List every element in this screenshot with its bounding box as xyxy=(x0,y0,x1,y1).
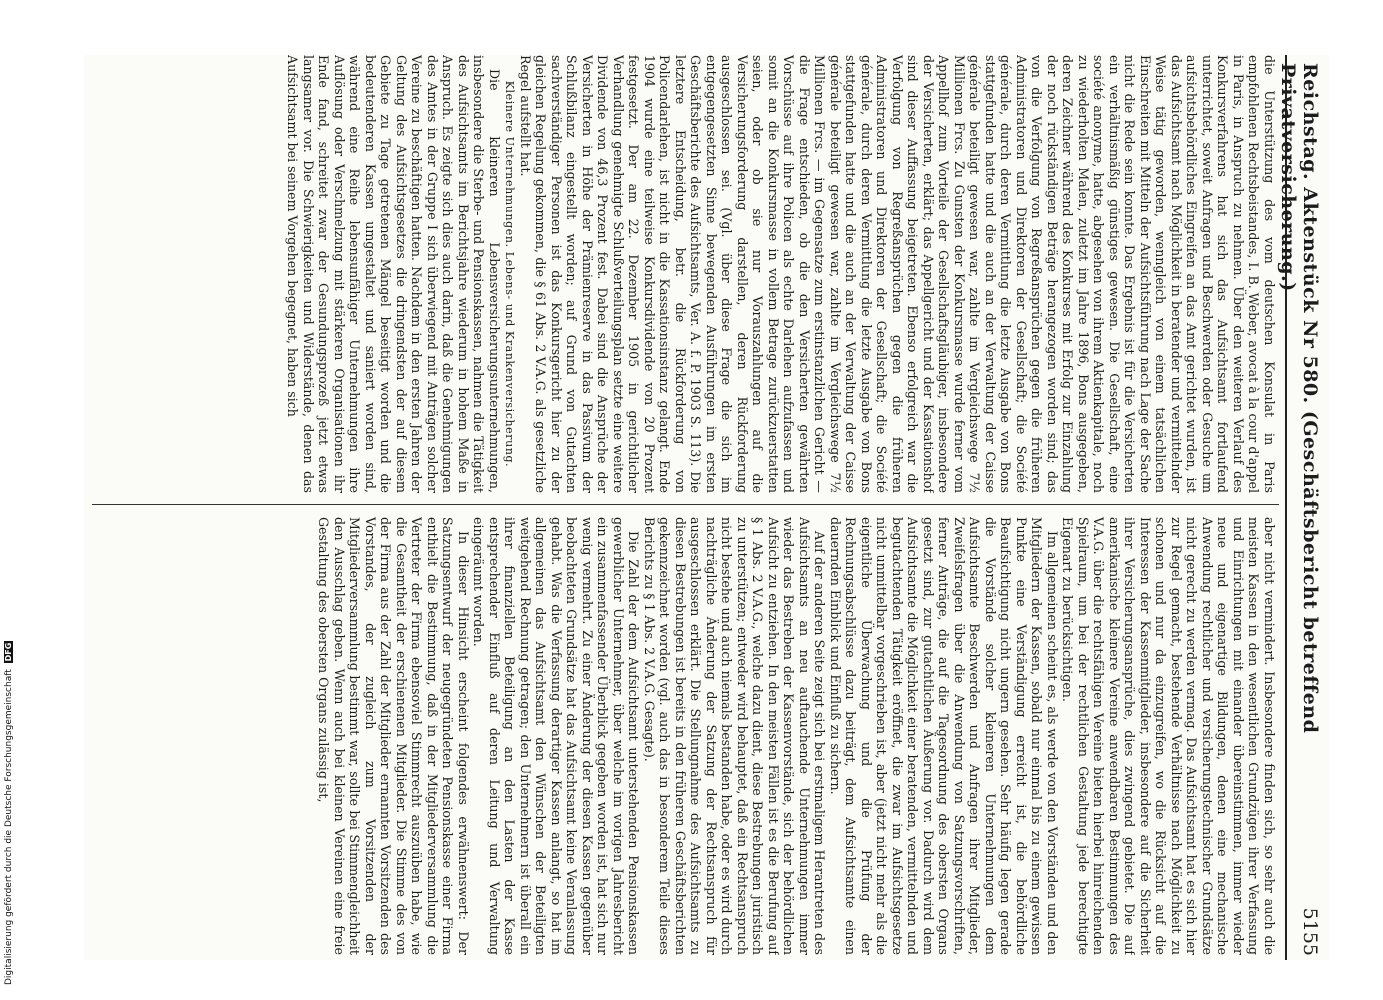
column-divider xyxy=(92,504,1279,505)
document-page xyxy=(84,55,1329,960)
left-column xyxy=(94,55,1277,493)
paragraph: Im allgemeinen scheint es, als werde von den Vorständen und den Mitgliedern der Kassen, sobald nur einmal bis zu einem gewissen Punkte eine Verständigung erreicht ist, die behördliche Beaufsichtigung nicht ungern gesehen. Sehr häufig legen gerade die Vorstände solcher kleineren Unternehmungen dem Aufsichtsamte Beschwerden und Anfragen ihrer Mitglieder, Zweifelsfragen über die Anwendung von Satzungsvorschriften, ferner Anträge, die auf die Tagesordnung des obersten Organs gesetzt sind, zur gutachtlichen Äußerung vor. Dadurch wird dem Aufsichtsamte die Möglichkeit einer beratenden, vermittelnden und begutachtenden Tätigkeit eröffnet, die zwar im Aufsichtsgesetze nicht unmittelbar vorgeschrieben ist, aber (jetzt nicht mehr als die eigentliche Überwachung und die Prüfung der Rechnungsabschlüsse dazu beiträgt, dem Aufsichtsamte einen dauernden Einblick und Einfluß zu sichern. xyxy=(828,517,1060,955)
running-title: Reichstag. Aktenstück Nr 580. (Geschäftsbericht betreffend Privatversicherung.) xyxy=(1277,63,1321,734)
paragraph: Die Zahl der dem Aufsichtsamt unterstehenden Pensionskassen gewerblicher Unternehmer, über welche im vorigen Jahresbericht ein zusammenfassender Überblick gegeben worden ist, hat sich nur wenig vermehrt. Zu einer Änderung der diesen Kassen gegenüber beobachteten Grundsätze hat das Aufsichtsamt keine Veranlassung gehabt. Was die Verfassung derartiger Kassen anlangt, so hat im allgemeinen das Aufsichtsamt den Wünschen der Beteiligten weitgehend Rechnung getragen; den Unternehmern ist überall ein ihrer finanziellen Beteiligung an den Lasten der Kasse entsprechender Einfluß auf deren Leitung und Verwaltung eingeräumt worden. xyxy=(471,517,642,955)
paragraph: die Unterstützung des vom deutschen Konsulat in Paris empfohlenen Rechtsbeistandes, I. B. Weber, avocat à la cour d'appel in Paris, in Anspruch zu nehmen. Über den weiteren Verlauf des Konkursverfahrens hat sich das Aufsichtsamt fortlaufend unterrichtet, soweit Anfragen und Beschwerden oder Gesuche um aufsichtsbehördliches Eingreifen an das Amt gerichtet wurden, ist das Aufsichtsamt nach Möglichkeit in beratender und vermittelnder Weise tätig geworden, wenngleich von einem tatsächlichen Einschreiten mit Mitteln der Aufsichtsführung nach Lage der Sache nicht die Rede sein konnte. Das Ergebnis ist für die Versicherten ein verhältnismäßig günstiges gewesen. Die Gesellschaft, eine société anonyme, hatte, abgesehen von ihrem Aktienkapitale, noch zu wiederholten Malen, zuletzt im Jahre 1896, Bons ausgegeben, deren Zeichner während des Konkurses mit Erfolg zur Einzahlung der noch rückständigen Beträge herangezogen worden sind; das von die Verfolgung von Regreßansprüchen gegen die früheren Administratoren und Direktoren der Gesellschaft; die Société générale, durch deren Vermittlung die letzte Ausgabe von Bons stattgefunden hatte und die auch an der Verwaltung der Caisse générale beteiligt gewesen war, zahlte im Vergleichswege 7½ Millionen Frcs. Zu Gunsten der Konkursmasse wurde ferner vom Appellhof zum Vorteile der Gesellschaftsgläubiger, insbesondere der Versicherten, erklärt; das Appellgericht und der Kassationshof sind dieser Auffassung beigetreten. Ebenso erfolgreich war die Verfolgung von Regreßansprüchen gegen die früheren Administratoren und Direktoren der Gesellschaft; die Société générale, durch deren Vermittlung die letzte Ausgabe von Bons stattgefunden hatte und die auch an der Verwaltung der Caisse générale beteiligt gewesen war, zahlte im Vergleichswege 7½ Millionen Frcs. — im Gegensatze zum erstinstanzlichen Gericht — die Frage entschieden, ob die den Versicherten gewährten Vorschüsse auf ihre Policen als echte Darlehen aufzufassen und somit an die Konkursmasse in vollem Betrage zurückzuerstatten seien, oder ob sie nur Vorauszahlungen auf die Versicherungsforderung darstellen, deren Rückforderung ausgeschlossen sei. (Vgl. über diese Frage die sich im entgegengesetzten Sinne bewegenden Ausführungen im ersten Geschäftsberichte des Aufsichtsamts, Ver. A. f. P. 1903 S. 113). Die letztere Entscheidung, betr. die Rückforderung von Policendarlehen, ist nicht in die Kassationsinstanz gelangt. Ende 1904 wurde eine teilweise Konkursdividende von 20 Prozent festgesetzt. Der am 22. Dezember 1905 in gerichtlicher Verhandlung genehmigte Schlußverteilungsplan setzte eine weitere Dividende von 46,3 Prozent fest. Dabei sind die Ansprüche der Versicherten in Höhe der Prämienreserve in das Passivum der Schlußbilanz eingestellt worden; auf Grund von Gutachten sachverständiger Personen ist das Konkursgericht hier zu der gleichen Regelung gekommen, die § 61 Abs. 2 V.A.G. als gesetzliche Regel aufstellt hat. xyxy=(518,55,1277,493)
digitization-credit xyxy=(4,641,14,985)
right-column xyxy=(94,517,1277,955)
page-number: 5155 xyxy=(1299,907,1321,956)
paragraph: In dieser Hinsicht erscheint folgendes erwähnenswert: Der Satzungsentwurf der neugegründeten Pensionskasse einer Firma enthielt die Bestimmung, daß in der Mitgliederversammlung die Vertreter der Firma ebensoviel Stimmrecht auszuüben habe, wie die Gesamtheit der erschienenen Mitglieder. Die Stimme des von der Firma aus der Zahl der Mitglieder ernannten Vorsitzenden des Vorstandes, der zugleich zum Vorsitzenden der Mitgliederversammlung bestimmt war, sollte bei Stimmengleichheit den Ausschlag geben. Wenn auch bei kleinen Vereinen eine freie Gestaltung des obersten Organs zulässig ist, xyxy=(316,517,471,955)
section-heading: Kleinere Unternehmungen. Lebens- und Krankenversicherung. xyxy=(503,80,517,468)
credit-text: Digitalisierung gefördert durch die Deutsche Forschungsgemeinschaft xyxy=(4,669,14,985)
dfg-logo: DFG xyxy=(4,642,13,662)
paragraph: Auf der anderen Seite zeigt sich bei erstmaligem Herantreten des Aufsichtsamts an neu auftauchende Unternehmungen immer wieder das Bestreben der Kassenvorstände, sich der behördlichen Aufsicht zu entziehen. In den meisten Fällen ist es die Berufung auf § 1 Abs. 2 V.A.G., welche dazu dient, diese Bestrebungen juristisch zu unterstützen; entweder wird behauptet, daß ein Rechtsanspruch nicht bestehe und auch niemals bestanden habe, oder es wird durch nachträgliche Änderung der Satzung der Rechtsanspruch für ausgeschlossen erklärt. Die Stellungnahme des Aufsichtsamts zu diesen Bestrebungen ist bereits in den früheren Geschäftsberichten gekennzeichnet worden (vgl. auch das in besonderem Teile dieses Berichts zu § 1 Abs. 2 V.A.G. Gesagte). xyxy=(642,517,828,955)
paragraph: aber nicht vermindert. Insbesondere finden sich, so sehr auch die meisten Kassen in den wesentlichen Grundzügen ihrer Verfassung und Einrichtungen mit einander übereinstimmen, immer wieder neue und eigenartige Bildungen, denen eine mechanische Anwendung rechtlicher und versicherungstechnischer Grundsätze nicht gerecht zu werden vermag. Das Aufsichtsamt hat es sich hier zur Regel gemacht, bestehende Verhältnisse nach Möglichkeit zu schonen und nur da einzugreifen, wo die Rücksicht auf die Interessen der Kassenmitglieder, insbesondere auf die Sicherheit ihrer Versicherungsansprüche, dies zwingend gebietet. Die auf amerikanische kleinere Vereine anwendbaren Bestimmungen des V.A.G. über die rechtsfähigen Vereine bieten hierbei hinreichenden Spielraum, um bei der rechtlichen Gestaltung jede berechtigte Eigenart zu berücksichtigen. xyxy=(1060,517,1277,955)
page-header xyxy=(1277,55,1329,960)
paragraph: Die kleineren Lebensversicherungsunternehmungen, insbesondere die Sterbe- und Pensionskassen, nahmen die Tätigkeit des Aufsichtsamts im Berichtsjahre wiederum in hohem Maße in Anspruch. Es zeigte sich dies auch darin, daß die Genehmigungen des Amtes in der Gruppe I sich überwiegend mit Anträgen solcher Vereine zu beschäftigen hatten. Nachdem in den ersten Jahren der Geltung des Aufsichtsgesetzes die dringendsten der auf diesem Gebiete zu Tage getretenen Mängel beseitigt worden und die bedeutenderen Kassen umgestaltet und saniert worden sind, während eine Reihe lebensunfähiger Unternehmungen ihre Auflösung oder Verschmelzung mit stärkeren Organisationen ihr Ende fand, schreitet zwar der Gesundungsprozeß jetzt etwas langsamer vor. Die Schwierigkeiten und Widerstände, denen das Aufsichtsamt bei seinem Vorgehen begegnet, haben sich xyxy=(285,55,502,493)
